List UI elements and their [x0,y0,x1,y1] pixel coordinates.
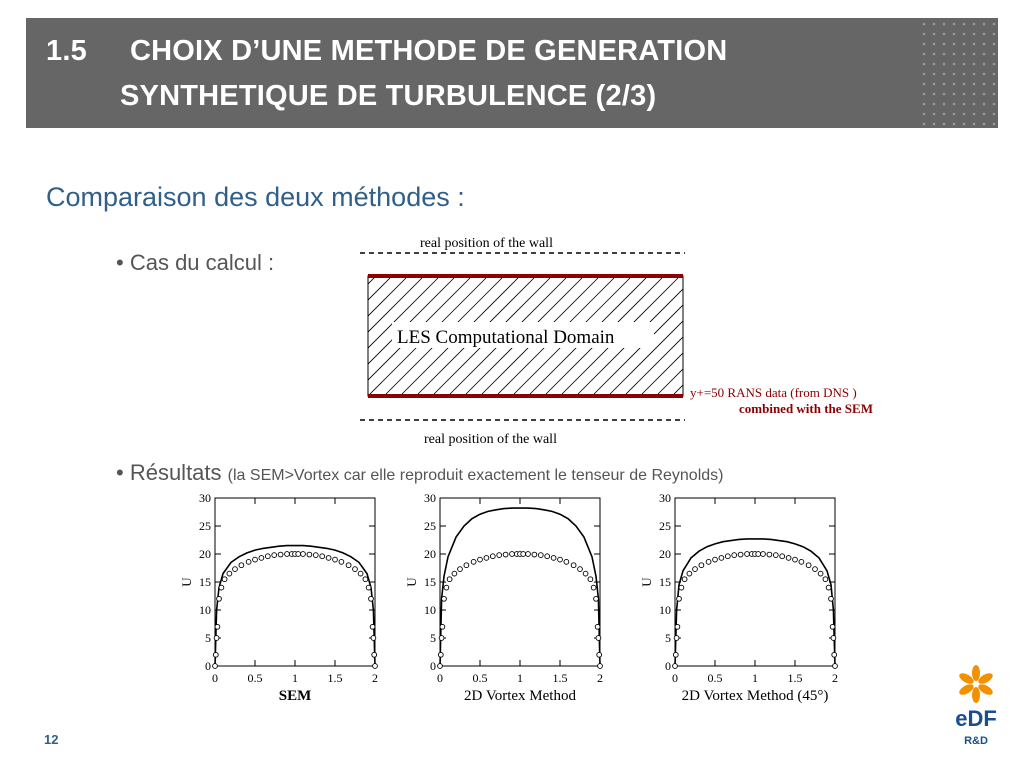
grid-dot [993,23,996,26]
grid-dot [983,103,986,106]
x-tick-label: 1.5 [787,671,803,685]
grid-dot [923,53,926,56]
grid-dot [983,23,986,26]
bullet-dot: • [116,460,130,485]
grid-dot [983,43,986,46]
y-tick-label: 15 [659,575,671,589]
grid-dot [923,33,926,36]
y-tick-label: 10 [659,603,671,617]
y-tick-label: 15 [424,575,436,589]
data-point [818,571,823,576]
y-tick-label: 5 [430,631,436,645]
data-point [813,567,818,572]
bullet-case-label: Cas du calcul : [129,250,275,275]
data-point [521,552,526,557]
x-tick-label: 1.5 [327,671,343,685]
data-point [713,557,718,562]
grid-dot [933,103,936,106]
data-point [442,596,447,601]
grid-dot [993,83,996,86]
data-point [478,557,483,562]
data-point [833,664,838,669]
data-point [545,554,550,559]
series-line [215,546,375,666]
edf-rd-text: R&D [964,735,988,747]
data-point [780,554,785,559]
data-point [831,636,836,641]
grid-dot [943,33,946,36]
data-point [490,554,495,559]
data-point [497,553,502,558]
data-point [366,585,371,590]
data-point [246,559,251,564]
data-point [372,652,377,657]
data-point [578,567,583,572]
decorative-dot-grid [918,18,998,128]
grid-dot [953,33,956,36]
grid-dot [943,23,946,26]
data-point [526,552,531,557]
data-point [353,567,358,572]
grid-dot [973,63,976,66]
data-point [595,624,600,629]
data-point [265,554,270,559]
grid-dot [943,113,946,116]
data-point [272,553,277,558]
y-tick-label: 25 [199,519,211,533]
grid-dot [973,33,976,36]
grid-dot [993,43,996,46]
rans-note-line-2: combined with the SEM [739,401,873,416]
y-tick-label: 0 [665,659,671,673]
edf-petal [972,665,980,681]
title-banner [26,18,998,128]
grid-dot [963,123,966,126]
x-tick-label: 0 [672,671,678,685]
data-point [677,596,682,601]
x-tick-label: 1 [752,671,758,685]
grid-dot [923,43,926,46]
page-number: 12 [44,732,59,747]
grid-dot [933,73,936,76]
data-point [673,652,678,657]
plot-frame [440,498,600,666]
data-point [219,585,224,590]
y-axis-label: U [639,577,654,587]
grid-dot [923,73,926,76]
data-point [706,559,711,564]
y-tick-label: 30 [659,491,671,505]
edf-petals-icon [958,665,995,703]
data-point [558,557,563,562]
grid-dot [953,123,956,126]
chart-2d-vortex [395,488,615,708]
data-point [233,567,238,572]
x-tick-label: 0.5 [707,671,723,685]
data-point [674,636,679,641]
x-tick-label: 2 [372,671,378,685]
grid-dot [973,23,976,26]
data-point [564,559,569,564]
grid-dot [943,93,946,96]
edf-logo-text: eDF [955,706,997,731]
data-point [301,552,306,557]
grid-dot [963,113,966,116]
hatch-line [688,276,808,396]
x-tick-label: 1 [517,671,523,685]
data-point [285,552,290,557]
grid-dot [933,43,936,46]
grid-dot [973,123,976,126]
title-number: 1.5 [46,35,87,67]
data-point [307,552,312,557]
data-point [370,624,375,629]
data-point [484,556,489,561]
data-point [503,552,508,557]
x-tick-label: 0 [437,671,443,685]
data-point [699,563,704,568]
data-point [296,552,301,557]
data-point [447,577,452,582]
data-point [215,624,220,629]
grid-dot [933,123,936,126]
grid-dot [943,63,946,66]
grid-dot [953,23,956,26]
top-wall-label: real position of the wall [420,236,553,251]
grid-dot [993,33,996,36]
y-tick-label: 25 [659,519,671,533]
data-point [687,571,692,576]
data-point [583,571,588,576]
grid-dot [933,33,936,36]
bullet-results [116,460,723,486]
data-point [439,636,444,641]
bullet-results-label: Résultats [129,460,222,485]
grid-dot [973,83,976,86]
hatch-line [656,276,776,396]
series-line [440,508,600,666]
data-point [532,552,537,557]
data-point [253,557,258,562]
data-point [597,652,602,657]
grid-dot [993,53,996,56]
x-tick-label: 0 [212,671,218,685]
data-point [823,577,828,582]
title-line-1: CHOIX D’UNE METHODE DE GENERATION [130,35,728,67]
y-tick-label: 30 [199,491,211,505]
y-tick-label: 0 [430,659,436,673]
data-point [793,557,798,562]
x-tick-label: 2 [597,671,603,685]
data-point [588,577,593,582]
grid-dot [963,73,966,76]
grid-dot [963,23,966,26]
data-point [826,585,831,590]
data-point [679,585,684,590]
grid-dot [983,33,986,36]
edf-petal [972,687,980,703]
grid-dot [993,93,996,96]
grid-dot [923,123,926,126]
hatch-line [672,276,792,396]
grid-dot [963,43,966,46]
grid-dot [983,53,986,56]
data-point [786,556,791,561]
x-tick-label: 0.5 [472,671,488,685]
y-tick-label: 5 [665,631,671,645]
data-point [217,596,222,601]
grid-dot [933,113,936,116]
grid-dot [993,63,996,66]
grid-dot [973,103,976,106]
data-point [767,552,772,557]
grid-dot [983,83,986,86]
data-point [719,556,724,561]
grid-dot [933,83,936,86]
grid-dot [943,53,946,56]
data-point [320,554,325,559]
grid-dot [953,63,956,66]
grid-dot [923,93,926,96]
y-tick-label: 25 [424,519,436,533]
data-point [732,553,737,558]
grid-dot [953,113,956,116]
y-tick-label: 5 [205,631,211,645]
data-point [571,563,576,568]
domain-label: LES Computational Domain [397,327,615,348]
data-point [799,559,804,564]
grid-dot [963,63,966,66]
data-point [693,567,698,572]
data-point [829,596,834,601]
data-point [832,652,837,657]
grid-dot [993,73,996,76]
data-point [363,577,368,582]
data-point [438,652,443,657]
grid-dot [963,103,966,106]
data-point [591,585,596,590]
data-point [313,553,318,558]
data-point [339,559,344,564]
grid-dot [923,113,926,116]
grid-dot [953,83,956,86]
plot-frame [215,498,375,666]
grid-dot [983,113,986,116]
y-tick-label: 20 [199,547,211,561]
grid-dot [943,73,946,76]
data-point [596,636,601,641]
chart-2d-vortex-45 [630,488,860,708]
data-point [551,556,556,561]
data-point [333,557,338,562]
grid-dot [933,63,936,66]
hatch-line [640,276,760,396]
data-point [830,624,835,629]
data-point [510,552,515,557]
x-axis-label: 2D Vortex Method (45°) [681,688,829,704]
grid-dot [983,63,986,66]
data-point [213,664,218,669]
data-point [464,563,469,568]
y-tick-label: 20 [424,547,436,561]
grid-dot [923,83,926,86]
data-point [444,585,449,590]
data-point [239,563,244,568]
y-tick-label: 30 [424,491,436,505]
grid-dot [933,93,936,96]
data-point [438,664,443,669]
data-point [222,577,227,582]
data-point [227,571,232,576]
grid-dot [953,73,956,76]
data-point [738,552,743,557]
plot-frame [675,498,835,666]
grid-dot [953,43,956,46]
grid-dot [923,63,926,66]
y-tick-label: 15 [199,575,211,589]
data-point [761,552,766,557]
grid-dot [953,103,956,106]
data-point [214,636,219,641]
grid-dot [973,43,976,46]
computational-domain-figure [360,230,920,450]
y-tick-label: 20 [659,547,671,561]
x-axis-label: SEM [278,688,312,704]
grid-dot [933,53,936,56]
data-point [213,652,218,657]
y-axis-label: U [404,577,419,587]
x-tick-label: 0.5 [247,671,263,685]
grid-dot [923,103,926,106]
data-point [806,563,811,568]
data-point [358,571,363,576]
grid-dot [943,123,946,126]
data-point [538,553,543,558]
y-tick-label: 10 [199,603,211,617]
data-point [371,636,376,641]
x-tick-label: 2 [832,671,838,685]
data-point [773,553,778,558]
grid-dot [983,123,986,126]
y-tick-label: 0 [205,659,211,673]
data-point [682,577,687,582]
grid-dot [943,103,946,106]
data-point [259,556,264,561]
data-point [471,559,476,564]
bottom-wall-label: real position of the wall [424,432,557,447]
series-line [675,539,835,666]
grid-dot [993,123,996,126]
data-point [675,624,680,629]
chart-sem [170,488,390,708]
rans-note-line-1: y+=50 RANS data (from DNS ) [690,385,857,400]
grid-dot [943,43,946,46]
x-tick-label: 1 [292,671,298,685]
grid-dot [973,53,976,56]
data-point [373,664,378,669]
hatch-line [360,276,392,396]
y-tick-label: 10 [424,603,436,617]
grid-dot [983,93,986,96]
grid-dot [983,73,986,76]
grid-dot [933,23,936,26]
data-point [598,664,603,669]
grid-dot [953,93,956,96]
data-point [326,556,331,561]
data-point [458,567,463,572]
bullet-dot: • [116,250,130,275]
data-point [369,596,374,601]
bullet-case [116,250,274,276]
grid-dot [963,93,966,96]
grid-dot [923,23,926,26]
grid-dot [963,83,966,86]
grid-dot [993,103,996,106]
bullet-results-note: (la SEM>Vortex car elle reproduit exactement le tenseur de Reynolds) [227,467,724,484]
x-axis-label: 2D Vortex Method [464,688,576,704]
data-point [594,596,599,601]
data-point [346,563,351,568]
grid-dot [973,113,976,116]
edf-logo [944,662,1008,752]
grid-dot [943,83,946,86]
data-point [452,571,457,576]
y-axis-label: U [179,577,194,587]
grid-dot [963,33,966,36]
grid-dot [973,93,976,96]
data-point [440,624,445,629]
x-tick-label: 1.5 [552,671,568,685]
data-point [745,552,750,557]
data-point [725,554,730,559]
grid-dot [973,73,976,76]
data-point [673,664,678,669]
grid-dot [963,53,966,56]
data-point [278,552,283,557]
grid-dot [993,113,996,116]
title-line-2: SYNTHETIQUE DE TURBULENCE (2/3) [120,80,657,112]
section-subtitle: Comparaison des deux méthodes : [46,182,465,212]
data-point [756,552,761,557]
grid-dot [953,53,956,56]
